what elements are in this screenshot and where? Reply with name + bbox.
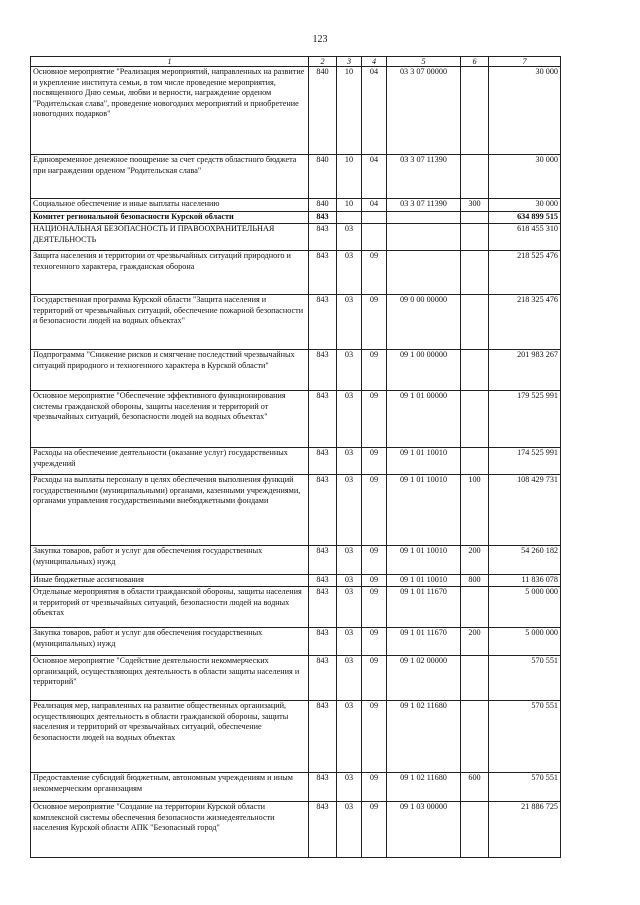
column-number-row xyxy=(31,57,561,67)
ministry-code-cell: 843 xyxy=(309,251,337,295)
target-article-cell: 09 1 01 11670 xyxy=(387,628,461,656)
amount-cell: 634 899 515 xyxy=(489,212,561,224)
expense-type-cell: 300 xyxy=(461,199,489,212)
subsection-code-cell: 09 xyxy=(362,701,387,773)
amount-cell: 30 000 xyxy=(489,67,561,155)
target-article-cell: 03 3 07 11390 xyxy=(387,155,461,199)
subsection-code-cell: 09 xyxy=(362,251,387,295)
target-article-cell xyxy=(387,212,461,224)
target-article-cell: 09 1 03 00000 xyxy=(387,802,461,858)
expense-name-cell: Закупка товаров, работ и услуг для обеспечения государственных (муниципальных) нужд xyxy=(31,628,309,656)
amount-cell: 179 525 991 xyxy=(489,391,561,448)
table-row xyxy=(31,546,561,575)
ministry-code-cell: 843 xyxy=(309,224,337,251)
ministry-code-cell: 843 xyxy=(309,587,337,628)
section-code-cell: 03 xyxy=(337,575,362,587)
subsection-code-cell xyxy=(362,224,387,251)
expense-name-cell: Расходы на обеспечение деятельности (оказание услуг) государственных учреждений xyxy=(31,448,309,475)
ministry-code-cell: 840 xyxy=(309,199,337,212)
section-code-cell: 03 xyxy=(337,587,362,628)
target-article-cell xyxy=(387,251,461,295)
section-code-cell: 03 xyxy=(337,224,362,251)
ministry-code-cell: 843 xyxy=(309,656,337,701)
amount-cell: 201 983 267 xyxy=(489,350,561,391)
target-article-cell xyxy=(387,224,461,251)
table-row xyxy=(31,295,561,350)
expense-name-cell: Единовременное денежное поощрение за счет средств областного бюджета при награждении орденом "Родительская слава" xyxy=(31,155,309,199)
table-row xyxy=(31,391,561,448)
expense-type-cell: 600 xyxy=(461,773,489,802)
expense-type-cell xyxy=(461,251,489,295)
subsection-code-cell: 09 xyxy=(362,350,387,391)
amount-cell: 54 260 182 xyxy=(489,546,561,575)
subsection-code-cell: 04 xyxy=(362,67,387,155)
subsection-code-cell: 09 xyxy=(362,546,387,575)
section-code-cell: 03 xyxy=(337,802,362,858)
expense-type-cell xyxy=(461,155,489,199)
expense-name-cell: Защита населения и территории от чрезвычайных ситуаций природного и техногенного характера, гражданская оборона xyxy=(31,251,309,295)
subsection-code-cell: 09 xyxy=(362,475,387,546)
expense-type-cell xyxy=(461,448,489,475)
amount-cell: 11 836 078 xyxy=(489,575,561,587)
expense-name-cell: Основное мероприятие "Реализация мероприятий, направленных на развитие и укрепление института семьи, в том числе проведение мероприятия, посвященного Дню семьи, любви и верности, награждение орденом "Родительская слава", проведение новогодних мероприятий и приобретение новогодних подарков" xyxy=(31,67,309,155)
subsection-code-cell: 09 xyxy=(362,773,387,802)
expense-name-cell: Иные бюджетные ассигнования xyxy=(31,575,309,587)
target-article-cell: 09 1 02 00000 xyxy=(387,656,461,701)
expense-type-cell xyxy=(461,701,489,773)
target-article-cell: 09 0 00 00000 xyxy=(387,295,461,350)
subsection-code-cell: 04 xyxy=(362,155,387,199)
column-number: 3 xyxy=(337,57,362,67)
amount-cell: 108 429 731 xyxy=(489,475,561,546)
section-code-cell: 10 xyxy=(337,67,362,155)
target-article-cell: 09 1 01 11670 xyxy=(387,587,461,628)
section-code-cell: 03 xyxy=(337,773,362,802)
section-code-cell: 03 xyxy=(337,350,362,391)
target-article-cell: 03 3 07 11390 xyxy=(387,199,461,212)
subsection-code-cell: 09 xyxy=(362,448,387,475)
expense-type-cell xyxy=(461,391,489,448)
ministry-code-cell: 843 xyxy=(309,773,337,802)
expense-type-cell: 200 xyxy=(461,628,489,656)
target-article-cell: 03 3 07 00000 xyxy=(387,67,461,155)
table-row xyxy=(31,475,561,546)
amount-cell: 5 000 000 xyxy=(489,628,561,656)
table-row xyxy=(31,587,561,628)
column-number: 2 xyxy=(309,57,337,67)
section-code-cell: 03 xyxy=(337,475,362,546)
expense-type-cell xyxy=(461,212,489,224)
section-code-cell: 10 xyxy=(337,155,362,199)
expense-name-cell: Предоставление субсидий бюджетным, автономным учреждениям и иным некоммерческим организациям xyxy=(31,773,309,802)
expense-name-cell: Подпрограмма "Снижение рисков и смягчение последствий чрезвычайных ситуаций природного и техногенного характера в Курской области" xyxy=(31,350,309,391)
target-article-cell: 09 1 01 10010 xyxy=(387,448,461,475)
table-row xyxy=(31,155,561,199)
section-code-cell: 10 xyxy=(337,199,362,212)
budget-table xyxy=(30,56,561,858)
table-row xyxy=(31,448,561,475)
amount-cell: 570 551 xyxy=(489,701,561,773)
section-code-cell: 03 xyxy=(337,251,362,295)
amount-cell: 30 000 xyxy=(489,199,561,212)
ministry-code-cell: 843 xyxy=(309,475,337,546)
section-code-cell: 03 xyxy=(337,448,362,475)
expense-name-cell: Закупка товаров, работ и услуг для обеспечения государственных (муниципальных) нужд xyxy=(31,546,309,575)
expense-name-cell: НАЦИОНАЛЬНАЯ БЕЗОПАСНОСТЬ И ПРАВООХРАНИТЕЛЬНАЯ ДЕЯТЕЛЬНОСТЬ xyxy=(31,224,309,251)
expense-name-cell: Основное мероприятие "Обеспечение эффективного функционирования системы гражданской обороны, защиты населения и территорий от чрезвычайных ситуаций, безопасности людей на водных объектах" xyxy=(31,391,309,448)
expense-name-cell: Основное мероприятие "Создание на территории Курской области комплексной системы обеспечения безопасности жизнедеятельности населения Курской области АПК "Безопасный город" xyxy=(31,802,309,858)
expense-type-cell: 800 xyxy=(461,575,489,587)
table-row xyxy=(31,199,561,212)
target-article-cell: 09 1 01 10010 xyxy=(387,575,461,587)
ministry-code-cell: 843 xyxy=(309,802,337,858)
ministry-code-cell: 843 xyxy=(309,295,337,350)
expense-type-cell xyxy=(461,587,489,628)
amount-cell: 30 000 xyxy=(489,155,561,199)
amount-cell: 21 886 725 xyxy=(489,802,561,858)
expense-type-cell xyxy=(461,656,489,701)
expense-type-cell xyxy=(461,295,489,350)
table-row xyxy=(31,224,561,251)
expense-name-cell: Расходы на выплаты персоналу в целях обеспечения выполнения функций государственными (муниципальными) органами, казенными учреждениями, органами управления государственными внебюджетными фондами xyxy=(31,475,309,546)
target-article-cell: 09 1 01 10010 xyxy=(387,475,461,546)
subsection-code-cell: 09 xyxy=(362,575,387,587)
subsection-code-cell: 09 xyxy=(362,628,387,656)
section-code-cell: 03 xyxy=(337,656,362,701)
ministry-code-cell: 843 xyxy=(309,350,337,391)
ministry-code-cell: 843 xyxy=(309,628,337,656)
expense-type-cell: 100 xyxy=(461,475,489,546)
page-number: 123 xyxy=(312,34,328,45)
table-row xyxy=(31,212,561,224)
table-row xyxy=(31,701,561,773)
expense-name-cell: Реализация мер, направленных на развитие общественных организаций, осуществляющих деятельность в области гражданской обороны, защиты населения и территорий от чрезвычайных ситуаций, обеспечение безопасности людей на водных объектах xyxy=(31,701,309,773)
subsection-code-cell: 09 xyxy=(362,656,387,701)
subsection-code-cell: 09 xyxy=(362,587,387,628)
table-row xyxy=(31,575,561,587)
target-article-cell: 09 1 02 11680 xyxy=(387,701,461,773)
expense-type-cell xyxy=(461,350,489,391)
column-number: 1 xyxy=(31,57,309,67)
table-row xyxy=(31,350,561,391)
target-article-cell: 09 1 01 00000 xyxy=(387,391,461,448)
section-code-cell: 03 xyxy=(337,628,362,656)
column-number: 7 xyxy=(489,57,561,67)
section-code-cell: 03 xyxy=(337,295,362,350)
expense-name-cell: Социальное обеспечение и иные выплаты населению xyxy=(31,199,309,212)
amount-cell: 618 455 310 xyxy=(489,224,561,251)
ministry-code-cell: 840 xyxy=(309,155,337,199)
ministry-code-cell: 843 xyxy=(309,212,337,224)
amount-cell: 218 525 476 xyxy=(489,251,561,295)
subsection-code-cell: 04 xyxy=(362,199,387,212)
target-article-cell: 09 1 02 11680 xyxy=(387,773,461,802)
section-code-cell: 03 xyxy=(337,701,362,773)
expense-type-cell xyxy=(461,802,489,858)
section-code-cell: 03 xyxy=(337,546,362,575)
ministry-code-cell: 843 xyxy=(309,701,337,773)
expense-name-cell: Отдельные мероприятия в области гражданской обороны, защиты населения и территорий от чрезвычайных ситуаций, безопасности людей на водных объектах xyxy=(31,587,309,628)
table-row xyxy=(31,251,561,295)
section-code-cell xyxy=(337,212,362,224)
table-row xyxy=(31,802,561,858)
target-article-cell: 09 1 01 10010 xyxy=(387,546,461,575)
expense-name-cell: Комитет региональной безопасности Курской области xyxy=(31,212,309,224)
subsection-code-cell: 09 xyxy=(362,295,387,350)
ministry-code-cell: 843 xyxy=(309,546,337,575)
expense-type-cell: 200 xyxy=(461,546,489,575)
amount-cell: 174 525 991 xyxy=(489,448,561,475)
ministry-code-cell: 843 xyxy=(309,575,337,587)
table-row xyxy=(31,628,561,656)
table-row xyxy=(31,773,561,802)
expense-type-cell xyxy=(461,224,489,251)
amount-cell: 218 325 476 xyxy=(489,295,561,350)
table-row xyxy=(31,656,561,701)
expense-name-cell: Основное мероприятие "Содействие деятельности некоммерческих организаций, осуществляющих деятельность в области защиты населения и территорий" xyxy=(31,656,309,701)
table-row xyxy=(31,67,561,155)
column-number: 5 xyxy=(387,57,461,67)
amount-cell: 5 000 000 xyxy=(489,587,561,628)
expense-name-cell: Государственная программа Курской области "Защита населения и территорий от чрезвычайных ситуаций, обеспечение пожарной безопасности и безопасности людей на водных объектах" xyxy=(31,295,309,350)
ministry-code-cell: 843 xyxy=(309,448,337,475)
ministry-code-cell: 840 xyxy=(309,67,337,155)
subsection-code-cell: 09 xyxy=(362,802,387,858)
target-article-cell: 09 1 00 00000 xyxy=(387,350,461,391)
column-number: 4 xyxy=(362,57,387,67)
subsection-code-cell: 09 xyxy=(362,391,387,448)
amount-cell: 570 551 xyxy=(489,773,561,802)
ministry-code-cell: 843 xyxy=(309,391,337,448)
expense-type-cell xyxy=(461,67,489,155)
section-code-cell: 03 xyxy=(337,391,362,448)
subsection-code-cell xyxy=(362,212,387,224)
column-number: 6 xyxy=(461,57,489,67)
amount-cell: 570 551 xyxy=(489,656,561,701)
